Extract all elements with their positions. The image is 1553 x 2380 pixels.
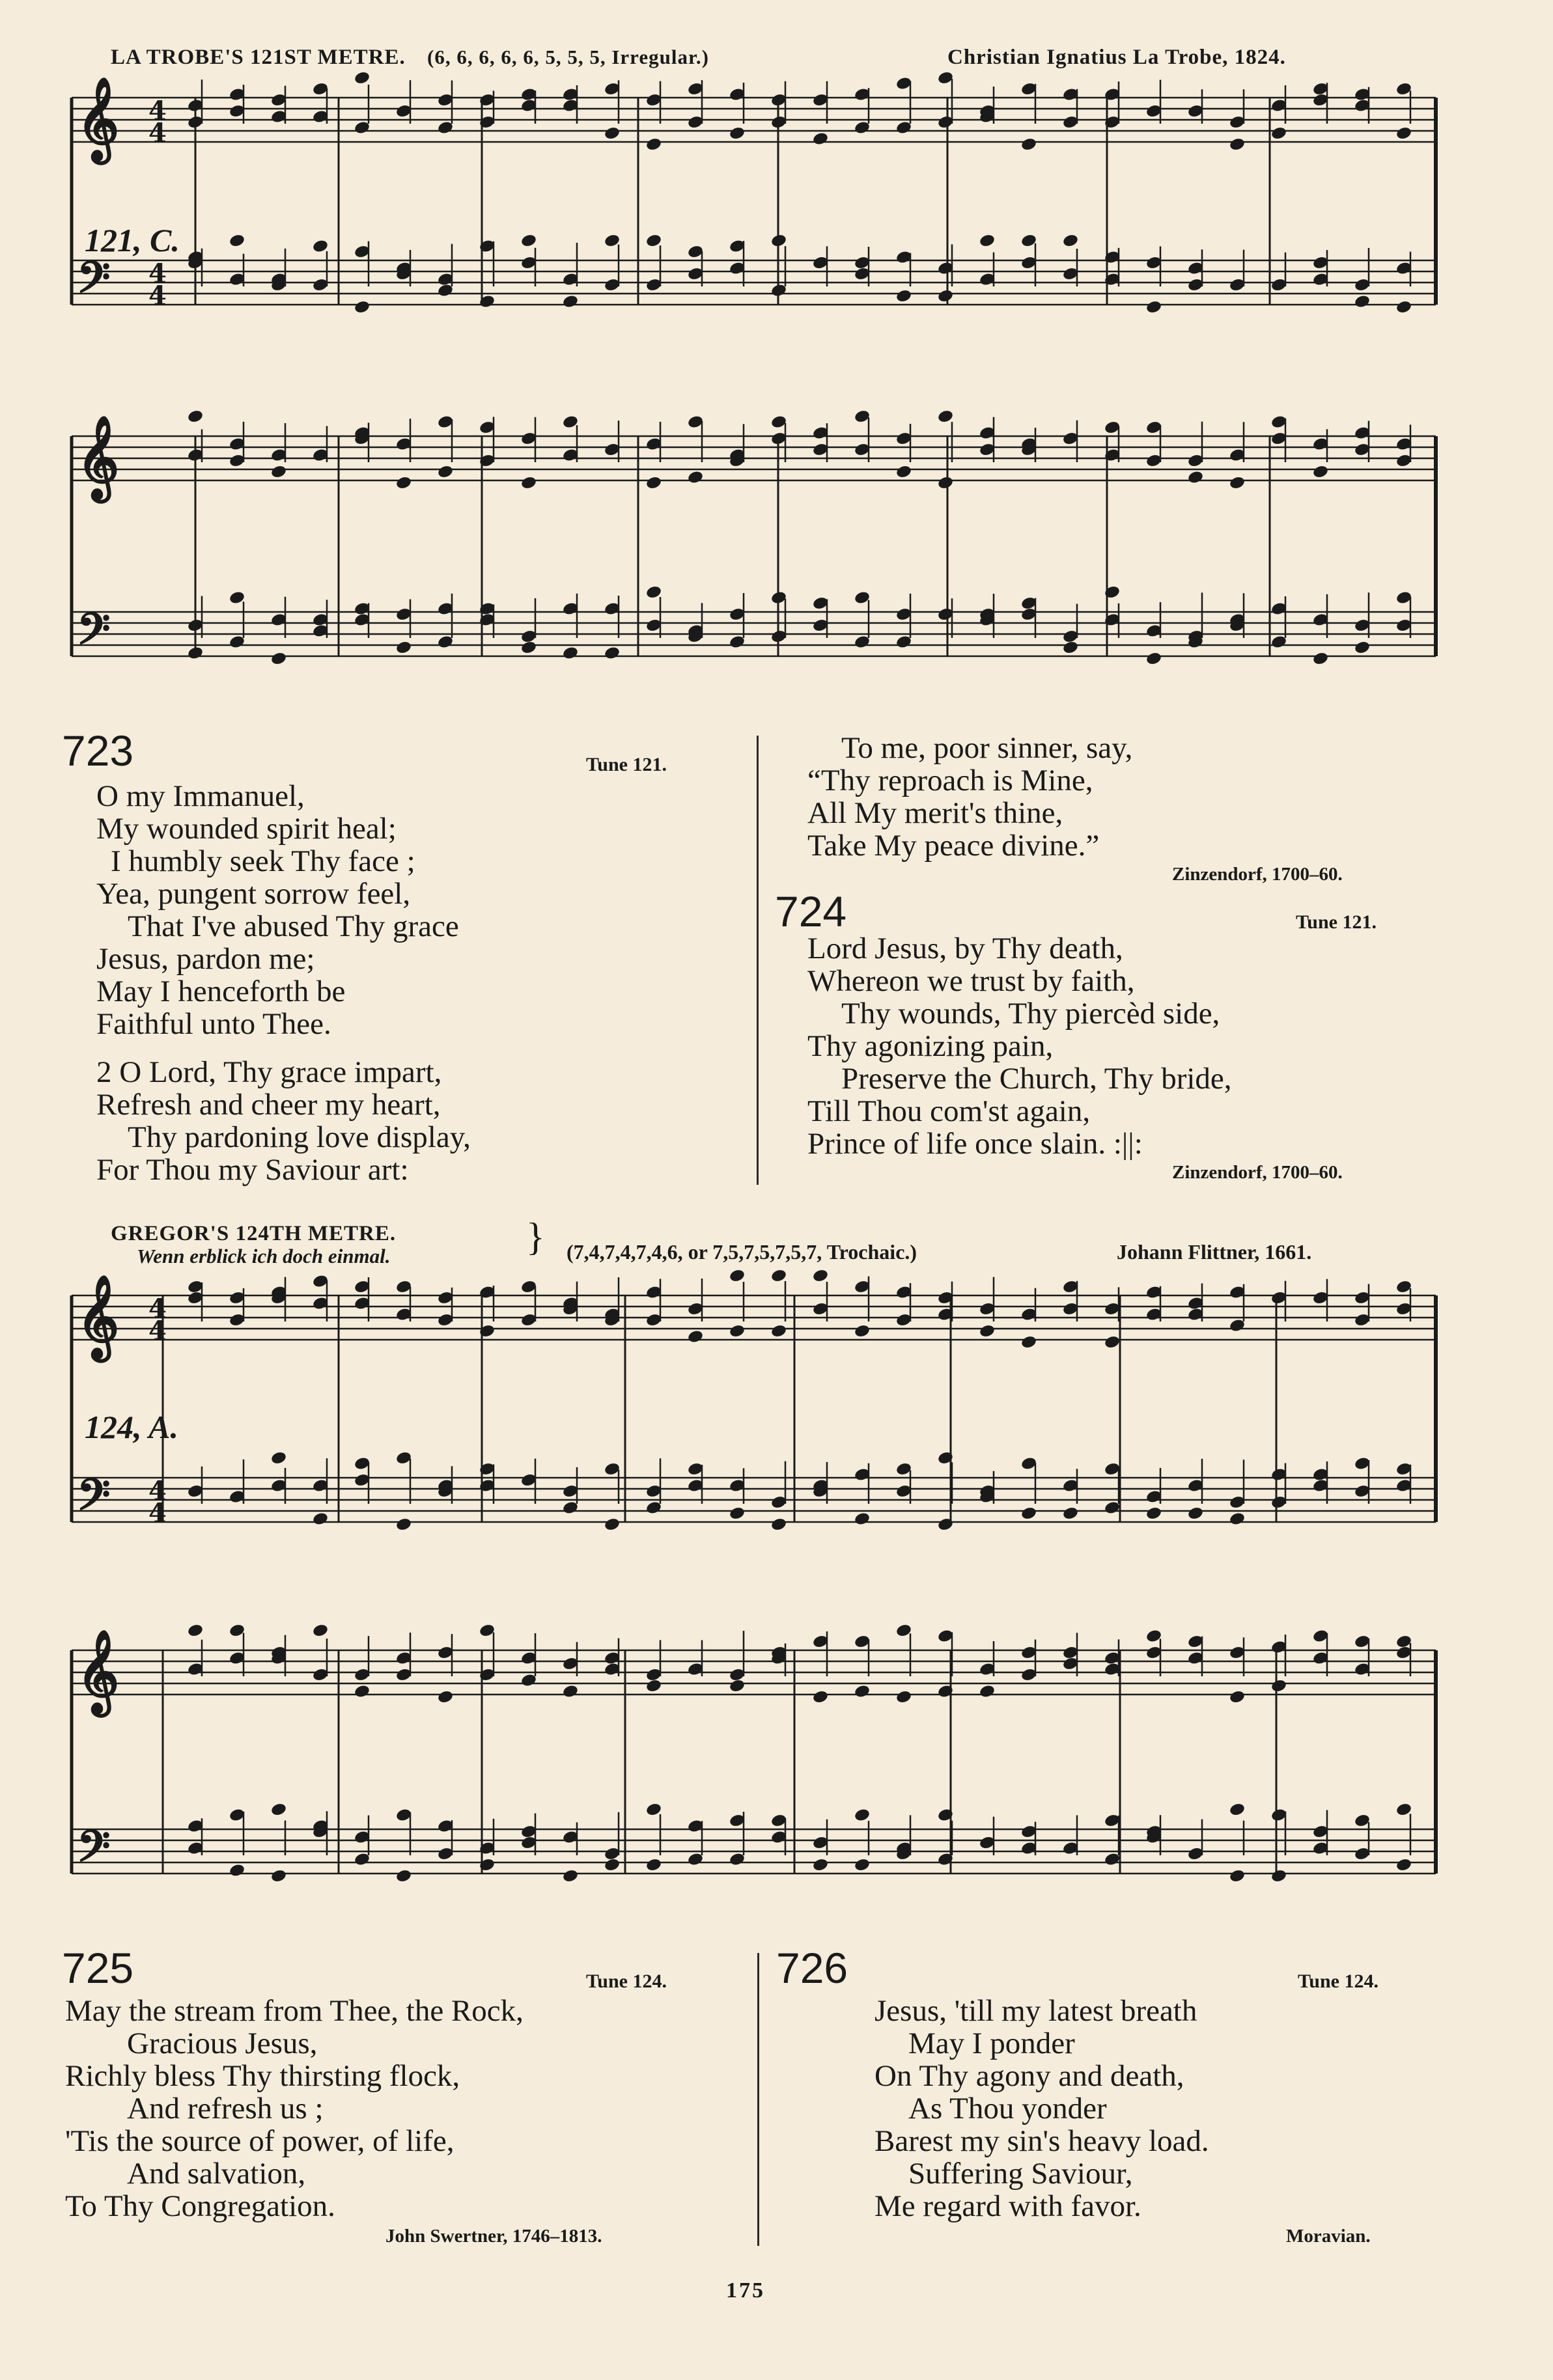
verse-line: Richly bless Thy thirsting flock, xyxy=(65,2059,460,2093)
note-head xyxy=(562,1868,579,1883)
page-number: 175 xyxy=(726,2278,765,2303)
note-head xyxy=(1229,1512,1246,1527)
note-head xyxy=(895,288,912,303)
time-signature: 4 xyxy=(148,96,167,126)
note-head xyxy=(645,475,662,490)
note-head xyxy=(895,464,912,479)
verse-line: Jesus, 'till my latest breath xyxy=(874,1994,1197,2028)
tune-metre-124: (7,4,7,4,7,4,6, or 7,5,7,5,7,5,7, Trochaic.) xyxy=(567,1240,917,1264)
note-head xyxy=(979,233,996,248)
note-head xyxy=(229,233,245,248)
note-head xyxy=(770,1517,787,1532)
note-head xyxy=(645,1678,662,1693)
note-head xyxy=(1229,475,1246,490)
note-head xyxy=(1354,640,1371,655)
note-head xyxy=(1354,294,1371,309)
hymn-number-726: 726 xyxy=(776,1944,848,1992)
verse-line: Lord Jesus, by Thy death, xyxy=(807,932,1123,965)
bass-clef-icon: 𝄢 xyxy=(77,1821,111,1882)
hymn-723-author: Zinzendorf, 1700–60. xyxy=(1172,864,1343,885)
brace: } xyxy=(526,1215,545,1258)
tune-composer-124: Johann Flittner, 1661. xyxy=(1117,1240,1312,1264)
treble-clef-icon: 𝄞 xyxy=(77,1629,120,1713)
hymn-726-verse xyxy=(874,1995,1209,2222)
column-divider xyxy=(757,736,759,1185)
verse-line: Preserve the Church, Thy bride, xyxy=(841,1062,1232,1096)
treble-clef-icon: 𝄞 xyxy=(77,1274,120,1358)
note-head xyxy=(187,646,204,661)
time-signature: 4 xyxy=(148,1294,167,1324)
note-head xyxy=(1229,1802,1246,1817)
verse-line: 'Tis the source of power, of life, xyxy=(65,2124,455,2158)
tune-reference-725: Tune 124. xyxy=(586,1971,667,1992)
note-head xyxy=(812,1689,829,1704)
verse-line: Me regard with favor. xyxy=(874,2189,1141,2223)
time-signature: 4 xyxy=(148,258,167,289)
note-head xyxy=(520,233,537,248)
verse-line: Prince of life once slain. :||: xyxy=(807,1127,1143,1161)
note-head xyxy=(729,1678,746,1693)
time-signature: 4 xyxy=(148,1476,167,1506)
verse-line: May the stream from Thee, the Rock, xyxy=(65,1994,524,2028)
note-head xyxy=(812,1268,829,1283)
tune-label-124: 124, A. xyxy=(85,1409,178,1445)
verse-line: “Thy reproach is Mine, xyxy=(807,764,1093,797)
note-head xyxy=(895,1689,912,1704)
verse-line: 2 O Lord, Thy grace impart, xyxy=(96,1055,442,1089)
time-signature: 4 xyxy=(148,1498,167,1529)
note-head xyxy=(854,1808,871,1823)
note-head xyxy=(979,1323,996,1338)
note-head xyxy=(395,1517,412,1532)
verse-line: Gracious Jesus, xyxy=(127,2027,318,2060)
note-head xyxy=(229,1863,245,1878)
hymn-number-723: 723 xyxy=(62,726,134,775)
note-head xyxy=(1145,1506,1162,1521)
note-head xyxy=(1187,470,1204,485)
note-head xyxy=(937,475,954,490)
note-head xyxy=(1020,137,1037,152)
note-head xyxy=(1020,1506,1037,1521)
bass-clef-icon: 𝄢 xyxy=(77,252,111,313)
hymn-725-verse xyxy=(65,1995,524,2222)
hymn-723-stanza-1 xyxy=(96,780,459,1040)
note-head xyxy=(604,1857,621,1872)
note-head xyxy=(854,1684,871,1699)
verse-line: Thy wounds, Thy piercèd side, xyxy=(841,997,1220,1031)
verse-line: Yea, pungent sorrow feel, xyxy=(96,877,411,911)
bass-clef-icon: 𝄢 xyxy=(77,1469,111,1530)
hymn-725-author: John Swertner, 1746–1813. xyxy=(385,2226,602,2247)
verse-line: Jesus, pardon me; xyxy=(96,942,315,976)
hymn-724-author: Zinzendorf, 1700–60. xyxy=(1172,1162,1343,1183)
note-head xyxy=(437,464,454,479)
note-head xyxy=(187,1623,204,1638)
verse-line: My wounded spirit heal; xyxy=(96,812,397,846)
tune-name-124: GREGOR'S 124TH METRE. xyxy=(111,1222,397,1245)
note-head xyxy=(770,233,787,248)
verse-line: Barest my sin's heavy load. xyxy=(874,2124,1209,2158)
note-head xyxy=(604,126,621,141)
note-head xyxy=(1020,1335,1037,1349)
note-head xyxy=(1270,1678,1287,1693)
note-head xyxy=(187,409,204,424)
time-signature: 4 xyxy=(148,281,167,311)
hymn-724-verse xyxy=(807,932,1232,1160)
note-head xyxy=(770,1268,787,1283)
note-head xyxy=(645,137,662,152)
note-head xyxy=(270,651,287,666)
verse-line: Refresh and cheer my heart, xyxy=(96,1088,441,1122)
note-head xyxy=(687,470,704,485)
verse-line: And refresh us ; xyxy=(127,2092,324,2125)
treble-clef-icon: 𝄞 xyxy=(77,76,120,160)
note-head xyxy=(270,1802,287,1817)
note-head xyxy=(1229,1868,1246,1883)
note-head xyxy=(854,1857,871,1872)
tune-metre: (6, 6, 6, 6, 6, 5, 5, 5, Irregular.) xyxy=(427,46,709,68)
note-head xyxy=(395,1868,412,1883)
note-head xyxy=(854,1512,871,1527)
verse-line: As Thou yonder xyxy=(908,2092,1107,2125)
verse-line: Thy pardoning love display, xyxy=(128,1120,471,1154)
tune-label-121: 121, C. xyxy=(85,222,180,258)
note-head xyxy=(562,294,579,309)
time-signature: 4 xyxy=(148,1316,167,1346)
verse-line: I humbly seek Thy face ; xyxy=(111,844,415,878)
tune-subtitle-124: Wenn erblick ich doch einmal. xyxy=(137,1245,391,1267)
hymn-723-stanza-2-continued xyxy=(807,732,1132,862)
note-head xyxy=(729,126,746,141)
note-head xyxy=(270,464,287,479)
note-head xyxy=(812,131,829,146)
note-head xyxy=(354,299,371,314)
note-head xyxy=(562,1684,579,1699)
verse-line: To Thy Congregation. xyxy=(65,2189,335,2223)
note-head xyxy=(1145,651,1162,666)
note-head xyxy=(1270,126,1287,141)
note-head xyxy=(645,1857,662,1872)
tune-name: LA TROBE'S 121ST METRE. xyxy=(111,46,406,69)
note-head xyxy=(312,1512,329,1527)
column-divider-2 xyxy=(757,1953,759,2246)
note-head xyxy=(1187,1506,1204,1521)
note-head xyxy=(1229,137,1246,152)
time-signature: 4 xyxy=(148,118,167,148)
note-head xyxy=(1270,1868,1287,1883)
hymn-number: 725 xyxy=(62,1944,134,1992)
note-head xyxy=(1104,1335,1121,1349)
note-head xyxy=(520,475,537,490)
note-head xyxy=(312,1623,329,1638)
note-head xyxy=(729,1268,746,1283)
note-head xyxy=(395,640,412,655)
note-head xyxy=(1062,640,1079,655)
note-head xyxy=(354,70,371,85)
tune-composer: Christian Ignatius La Trobe, 1824. xyxy=(947,46,1286,69)
tune-reference-726: Tune 124. xyxy=(1298,1971,1378,1992)
note-head xyxy=(1062,233,1079,248)
note-head xyxy=(979,1684,996,1699)
note-head xyxy=(729,1506,746,1521)
verse-line: Faithful unto Thee. xyxy=(96,1007,331,1041)
verse-line: May I henceforth be xyxy=(96,975,346,1008)
note-head xyxy=(1229,1689,1246,1704)
tune-reference-723: Tune 121. xyxy=(586,754,667,775)
note-head xyxy=(1145,299,1162,314)
note-head xyxy=(937,409,954,424)
verse-line: To me, poor sinner, say, xyxy=(841,731,1133,765)
note-head xyxy=(604,1517,621,1532)
hymn-726-author: Moravian. xyxy=(1286,2226,1371,2247)
verse-line: May I ponder xyxy=(908,2027,1075,2060)
note-head xyxy=(520,640,537,655)
tune-header-121 xyxy=(111,46,709,70)
note-head xyxy=(437,1689,454,1704)
note-head xyxy=(729,1323,746,1338)
hymn-number-725 xyxy=(62,1943,133,1993)
verse-line: Thy agonizing pain, xyxy=(807,1029,1054,1063)
verse-line: Whereon we trust by faith, xyxy=(807,964,1135,998)
note-head xyxy=(1395,1857,1412,1872)
hymn-number-724: 724 xyxy=(775,887,847,935)
verse-line: On Thy agony and death, xyxy=(874,2059,1184,2093)
tune-reference-724: Tune 121. xyxy=(1296,911,1377,933)
note-head xyxy=(812,1857,829,1872)
note-head xyxy=(354,1684,371,1699)
verse-line: Take My peace divine.” xyxy=(807,829,1100,863)
verse-line: And salvation, xyxy=(127,2157,306,2191)
verse-line: All My merit's thine, xyxy=(807,796,1063,830)
note-head xyxy=(937,288,954,303)
note-head xyxy=(687,1329,704,1344)
note-head xyxy=(854,1323,871,1338)
note-head xyxy=(395,475,412,490)
bass-clef-icon: 𝄢 xyxy=(77,603,111,665)
note-head xyxy=(770,1323,787,1338)
note-head xyxy=(1395,299,1412,314)
verse-line: For Thou my Saviour art: xyxy=(96,1153,409,1187)
verse-line: O my Immanuel, xyxy=(96,779,305,813)
verse-line: Suffering Saviour, xyxy=(908,2157,1133,2191)
note-head xyxy=(270,1868,287,1883)
treble-clef-icon: 𝄞 xyxy=(77,415,120,499)
note-head xyxy=(1395,126,1412,141)
note-head xyxy=(1312,651,1329,666)
note-head xyxy=(1312,464,1329,479)
verse-line: That I've abused Thy grace xyxy=(128,909,459,943)
hymn-723-stanza-2 xyxy=(96,1056,471,1186)
note-head xyxy=(604,646,621,661)
note-head xyxy=(1062,1506,1079,1521)
verse-line: Till Thou com'st again, xyxy=(807,1094,1091,1128)
note-head xyxy=(562,646,579,661)
note-head xyxy=(270,1450,287,1465)
